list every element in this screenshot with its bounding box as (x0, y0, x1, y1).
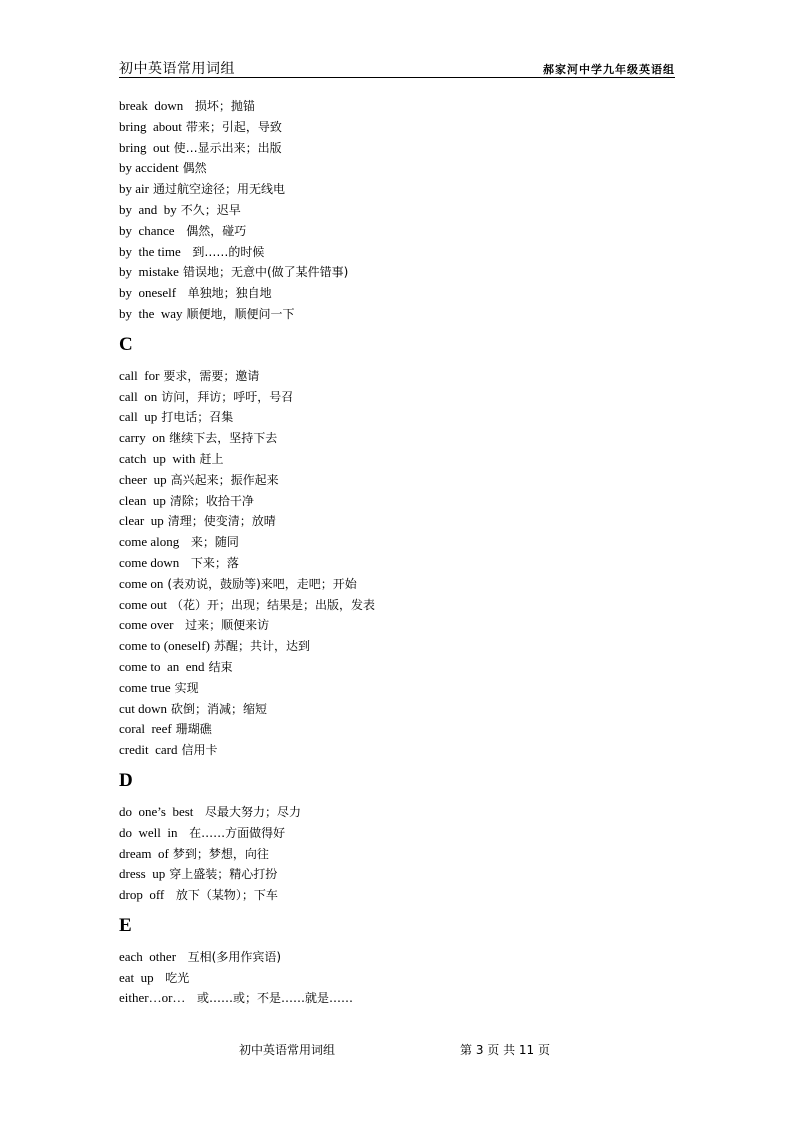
phrase-entry (119, 449, 679, 470)
phrase-text: dress up (119, 866, 166, 882)
phrase-text: clean up (119, 492, 166, 508)
phrase-meaning: 偶然，碰巧 (178, 223, 247, 238)
phrase-text: by mistake (119, 264, 179, 280)
footer-title: 初中英语常用词组 (239, 1043, 336, 1057)
phrase-text: come along (119, 534, 180, 550)
phrase-entry (119, 283, 679, 304)
phrase-meaning: 互相(多用作宾语) (180, 949, 282, 964)
phrase-entry (119, 200, 679, 221)
phrase-text: call on (119, 388, 158, 404)
phrase-meaning: 下来；落 (183, 555, 239, 570)
phrase-meaning: (表劝说，鼓励等)来吧，走吧；开始 (167, 576, 357, 591)
phrase-meaning: 访问，拜访；呼吁，号召 (161, 389, 294, 404)
phrase-meaning: 放下（某物）；下车 (168, 888, 278, 903)
phrase-text: cut down (119, 700, 168, 716)
phrase-text: bring about (119, 118, 182, 134)
phrase-text: do well in (119, 824, 178, 840)
phrase-text: coral reef (119, 721, 172, 737)
phrase-text: clear up (119, 513, 164, 529)
phrase-meaning: 通过航空途径；用无线电 (152, 182, 285, 197)
phrase-text: drop off (119, 887, 165, 903)
phrase-text: by air (119, 181, 149, 197)
header-title: 初中英语常用词组 (119, 61, 235, 77)
phrase-meaning: 要求，需要；邀请 (163, 368, 260, 383)
phrase-meaning: 或……或；不是……就是…… (189, 991, 354, 1006)
phrase-text: come out (119, 596, 168, 612)
phrase-entry (119, 740, 679, 761)
phrase-text: come to an end (119, 658, 205, 674)
phrase-meaning: 砍倒；消减；缩短 (171, 701, 268, 716)
phrase-entry (119, 844, 679, 865)
phrase-text: eat up (119, 969, 154, 985)
phrase-meaning: 偶然 (182, 161, 207, 176)
phrase-text: come over (119, 617, 174, 633)
phrase-entry (119, 595, 679, 616)
phrase-text: either…or… (119, 990, 186, 1006)
phrase-text: by oneself (119, 285, 177, 301)
phrase-text: come true (119, 679, 171, 695)
footer-page-number: 第 3 页 共 11 页 (460, 1043, 550, 1057)
phrase-meaning: 珊瑚礁 (175, 722, 212, 737)
phrase-entry (119, 117, 679, 138)
phrase-entry (119, 470, 679, 491)
phrase-meaning: 吃光 (157, 970, 190, 985)
phrase-meaning: 不久；迟早 (180, 202, 241, 217)
phrase-meaning: 清除；收拾干净 (169, 493, 254, 508)
phrase-entry (119, 304, 679, 325)
phrase-meaning: 结束 (208, 659, 233, 674)
phrase-entry (119, 553, 679, 574)
phrase-entry (119, 885, 679, 906)
page-footer (0, 1041, 794, 1061)
phrase-entry (119, 511, 679, 532)
phrase-entry (119, 491, 679, 512)
phrase-text: by chance (119, 222, 175, 238)
phrase-meaning: 高兴起来；振作起来 (170, 472, 279, 487)
section-letter-e: E (119, 914, 132, 936)
phrase-meaning: 继续下去，坚持下去 (169, 431, 278, 446)
phrase-entry (119, 574, 679, 595)
phrase-entry (119, 428, 679, 449)
phrase-meaning: 错误地；无意中(做了某件错事) (182, 265, 349, 280)
phrase-meaning: 信用卡 (181, 743, 218, 758)
phrase-entry (119, 615, 679, 636)
phrase-text: come down (119, 554, 180, 570)
phrase-entry (119, 968, 679, 989)
phrase-meaning: （花）开；出现；结果是；出版，发表 (171, 597, 376, 612)
phrase-meaning: 单独地；独自地 (180, 286, 272, 301)
phrase-meaning: 来；随同 (183, 535, 239, 550)
phrase-entry (119, 138, 679, 159)
phrase-text: by accident (119, 160, 179, 176)
phrase-entry (119, 864, 679, 885)
phrase-meaning: 赶上 (199, 451, 224, 466)
phrase-text: call for (119, 367, 160, 383)
phrase-text: dream of (119, 845, 169, 861)
phrase-text: bring out (119, 139, 170, 155)
phrase-entry (119, 387, 679, 408)
phrase-meaning: 到……的时候 (184, 244, 265, 259)
phrase-meaning: 实现 (174, 680, 199, 695)
phrase-entry (119, 699, 679, 720)
phrase-text: credit card (119, 742, 178, 758)
phrase-text: carry on (119, 430, 166, 446)
phrase-meaning: 在……方面做得好 (181, 825, 286, 840)
page-header (119, 55, 675, 78)
phrase-text: come on (119, 575, 164, 591)
phrase-entry (119, 947, 679, 968)
phrase-entry (119, 823, 679, 844)
phrase-meaning: 带来；引起，导致 (185, 119, 282, 134)
phrase-text: do one’s best (119, 803, 194, 819)
phrase-text: by and by (119, 201, 177, 217)
section-letter-d: D (119, 769, 133, 791)
phrase-entry (119, 532, 679, 553)
phrase-text: by the time (119, 243, 181, 259)
phrase-meaning: 损坏；抛锚 (187, 99, 255, 113)
phrase-entry (119, 407, 679, 428)
phrase-text: break down (119, 98, 184, 113)
phrase-text: come to (oneself) (119, 638, 210, 654)
phrase-list (119, 96, 679, 1009)
phrase-entry (119, 988, 679, 1009)
phrase-meaning: 清理；使变清；放晴 (167, 514, 276, 529)
phrase-meaning: 顺便地，顺便问一下 (186, 306, 295, 321)
phrase-entry (119, 221, 679, 242)
phrase-meaning: 打电话；召集 (161, 410, 234, 425)
phrase-text: call up (119, 409, 158, 425)
phrase-meaning: 过来；顺便来访 (177, 618, 270, 633)
phrase-entry (119, 179, 679, 200)
phrase-entry (119, 158, 679, 179)
phrase-text: catch up with (119, 450, 196, 466)
phrase-entry (119, 657, 679, 678)
phrase-entry (119, 96, 679, 117)
phrase-entry (119, 802, 679, 823)
section-letter-c: C (119, 333, 133, 355)
phrase-entry (119, 719, 679, 740)
phrase-entry (119, 678, 679, 699)
phrase-entry (119, 366, 679, 387)
phrase-meaning: 使…显示出来；出版 (173, 140, 282, 155)
phrase-entry (119, 636, 679, 657)
phrase-entry (119, 262, 679, 283)
phrase-text: by the way (119, 305, 183, 321)
phrase-text: cheer up (119, 471, 167, 487)
phrase-entry (119, 242, 679, 263)
phrase-meaning: 苏醒；共计，达到 (213, 639, 310, 654)
phrase-meaning: 梦到；梦想，向往 (172, 846, 269, 861)
phrase-text: each other (119, 948, 177, 964)
header-school: 郝家河中学九年级英语组 (543, 63, 675, 76)
phrase-meaning: 穿上盛装；精心打扮 (169, 867, 278, 882)
phrase-meaning: 尽最大努力；尽力 (197, 804, 302, 819)
